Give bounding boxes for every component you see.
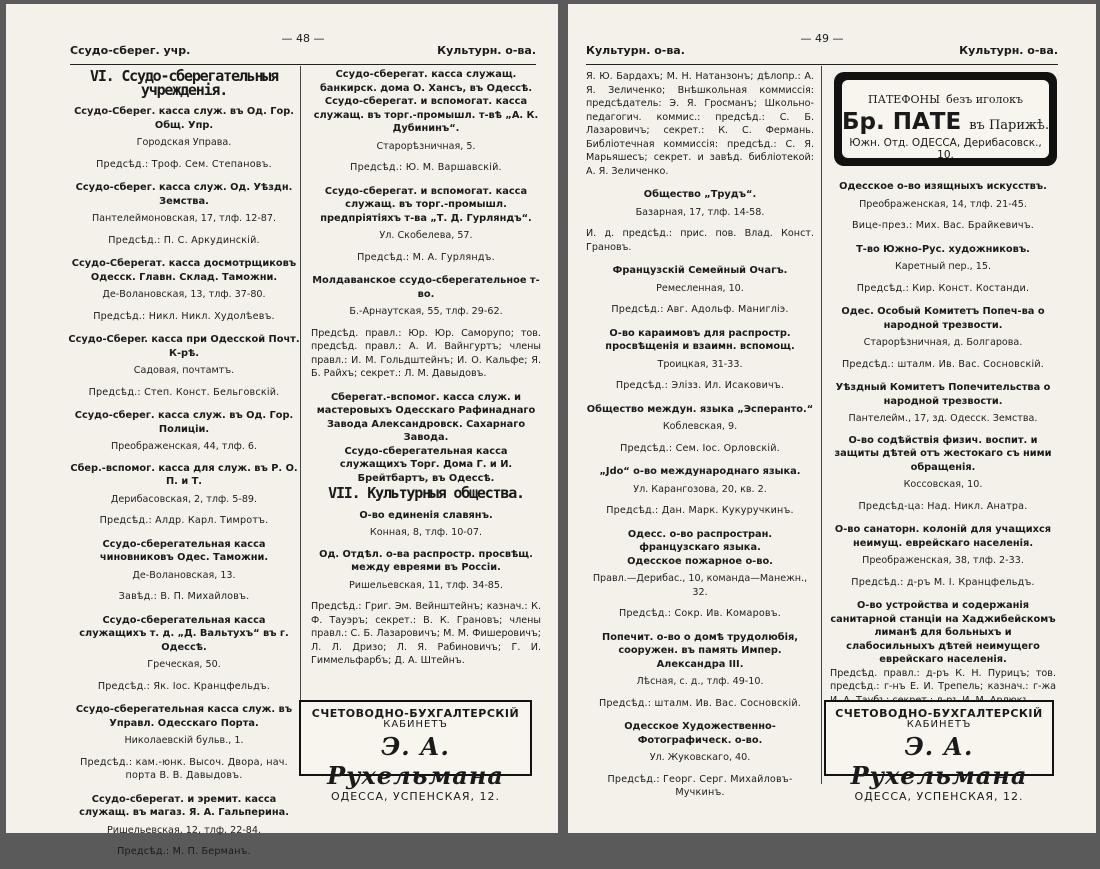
column-divider [821,66,822,784]
entry-officer: Завѣд.: В. П. Михайловъ. [118,591,250,602]
entry-text: Предсѣд. правл.: д-ръ К. Н. Пурицъ; тов. предсѣд.: г-нъ Е. И. Трепель; казнач.: г-жа [830,667,1056,692]
entry-title: О-во устройства и содержанія санитарной станціи на Хаджибейскомъ лиманѣ для больныхъ и слабосильныхъ дѣтей неимущего еврейскаго населенія. [830,600,1056,665]
entry-address: Ремесленная, 10. [656,282,744,294]
entry-address: Б.-Арнаутская, 55, тлф. 29-62. [349,306,503,317]
header-right: Культурн. о-ва. [437,44,536,57]
entry-officer: Предсѣд.: д-ръ М. І. Кранцфельдъ. [851,576,1035,588]
ad-address: ОДЕССА, УСПЕНСКАЯ, 12. [330,790,501,803]
header-rule [586,64,1058,65]
right-column [311,68,541,678]
entry-address: Ришельевская, 12, тлф. 22-84. [106,824,262,836]
entry-title: Ссудо-сберегат. и эремит. касса служащ. въ магаз. Я. А. Гальперина. [79,793,289,818]
entry-title: Ссудо-сберегат. касса служащ. банкирск. дома О. Хансъ, въ Одессѣ. [319,69,533,94]
entry-address: Лѣсная, с. д., тлф. 49-10. [636,676,764,687]
entry-address: Преображенская, 14, тлф. 21-45. [859,198,1027,210]
entry-officer: Предсѣд.: Як. Іос. Кранцфельдъ. [97,680,271,692]
pathe-ad [834,72,1057,166]
entry-title: О-во санаторн. колоній для учащихся неимущ. еврейскаго населенія. [834,524,1052,549]
entry-title: О-во караимовъ для распростр. просвѣщенія и взаимн. вспомощ. [605,327,795,352]
entry-title: Ссудо-сберегательная касса чиновниковъ Одес. Таможни. [99,538,269,563]
entry-officer: Предсѣд.: Дан. Марк. Кукуручкинъ. [606,505,794,516]
entry-title: Од. Отдѣл. о-ва распростр. просвѣщ. между евреями въ Россіи. [319,548,533,573]
entry-officer: Предсѣд.: шталм. Ив. Вас. Сосновскій. [841,358,1045,370]
entry-address: Старорѣзничная, 5. [376,140,476,152]
entry-title: Одесское Художественно-Фотографическ. о-во. [624,721,776,746]
header-rule [70,64,536,65]
entry-address: Каретный пер., 15. [894,261,992,272]
entry-title: Ссудо-сберег. касса служ. въ Од. Гор. Полиціи. [74,410,294,435]
entry-officer: Предсѣд.: Элізз. Ил. Исаковичъ. [615,380,785,391]
entry-officer: Предсѣд.: Никл. Никл. Худолѣевъ. [93,310,275,322]
entry-address: Преображенская, 38, тлф. 2-33. [862,555,1024,566]
page-number: — 48 — [281,32,325,45]
entry-title: Ссудо-сберегательная касса служащихъ Торг. Дома Г. и И. Брейтбартъ, въ Одессѣ. [339,445,513,484]
entry-title: Ссудо-сберегательная касса служащихъ т. д. „Д. Вальтухъ“ въ г. Одессѣ. [79,614,289,653]
section-heading: VI. Ссудо-сберегательныя учрежденія. [90,67,278,99]
page-header [586,32,1058,60]
page-number: — 49 — [800,32,844,45]
entry-address: Де-Волановская, 13. [132,569,236,581]
rukhelman-ad [824,700,1054,803]
entry-officer: Вице-през.: Мих. Вас. Брайкевичъ. [852,220,1034,231]
entry-title: Одесс. о-во распростран. французскаго языка. [627,528,773,553]
page-header [70,32,536,60]
entry-title: Ссудо-Сберег. касса служ. въ Од. Гор. Общ. Упр. [74,106,294,131]
entry-title: Ссудо-Сбереr. касса при Одесской Почт. К-рѣ. [68,334,300,359]
ad-line-2: КАБИНЕТЪ [383,719,448,730]
entry-title: Ссудо-сберегательная касса служ. въ Управл. Одесскаго Порта. [75,704,293,729]
entry-text: Предсѣд.: Григ. Эм. Вейнштейнъ; казнач.: К. Ф. Тауэръ; секрет.: В. К. Грановъ; члены правл.: С. Б. Лазаровичъ; М. М. Фишеровичъ; Л. Л. Дризо; Л. Я. Рабиновичъ; Г. И. Гиммельфарбъ; Д. А. Штейнъ. [311,601,541,666]
entry-officer: Предсѣд.: Георг. Серг. Михайловъ-Мучкинъ. [607,773,793,798]
entry-title: Ссудо-сберег. касса служ. Од. Уѣздн. Земства. [75,182,293,207]
entry-officer: Предсѣд.: Сем. Іос. Орловскій. [620,442,780,454]
header-right: Культурн. о-ва. [959,44,1058,57]
entry-address: Преображенская, 44, тлф. 6. [110,441,258,452]
ad-line-2: КАБИНЕТЪ [906,719,972,730]
entry-officer: Предсѣд.: Степ. Конст. Бельговскій. [88,386,280,398]
entry-address: Городская Управа. [136,137,232,148]
entry-title: О-во единенія славянъ. [359,509,493,521]
section-heading: VII. Культурныя общества. [328,484,524,502]
entry-address: Ул. Карангозова, 20, кв. 2. [633,483,767,495]
entry-address: Троицкая, 31-33. [657,358,743,370]
entry-address: Базарная, 17, тлф. 14-58. [635,206,765,218]
entry-title: „Jdo“ о-во международнаго языка. [599,466,801,477]
entry-text: Я. Ю. Бардахъ; М. Н. Натанзонъ; дѣлопр.: А. Я. Зеличенко; Внѣшкольная коммиссія: предсѣдатель: Э. Я. Гросманъ; Школьно-педагогич. коммис.: предсѣд.: С. Б. Лазаровичъ; секрет.: К. С. Фермань. Библіотечная коммиссія: предсѣд.: С. Я. Марьяшесъ; секрет. и завѣд. библіотекой: А. Я. Зеличенко. [586,71,814,177]
entry-title: Сбер.-вспомог. касса для служ. въ Р. О. П. и Т. [70,462,298,487]
entry-address: Николаевскій бульв., 1. [124,735,244,746]
right-page-49 [568,4,1096,833]
entry-title: Т-во Южно-Рус. художниковъ. [856,243,1030,255]
entry-title: Одес. Особый Комитетъ Попеч-ва о народной трезвости. [841,306,1045,331]
ad-name: Э. А. Рухельмана [327,732,504,790]
entry-address: Де-Волановская, 13, тлф. 37-80. [102,289,266,300]
entry-title: Сберегат.-вспомог. касса служ. и мастеровыхъ Одесскаго Рафинаднаго Завода Александровск. Сахарнаго Завода. [316,391,536,443]
right-column [830,180,1056,717]
entry-address: Греческая, 50. [147,659,221,670]
entry-officer: Предсѣд.: Алдр. Карл. Тимротъ. [99,515,269,526]
entry-title: Ссудо-сберегат. и вспомогат. касса служащ. въ торг.-промышл. предпріятіяхъ т-ва „Т. Д. Гурляндъ“. [320,185,532,224]
entry-title: Общество междун. языка „Эсперанто.“ [586,403,814,415]
pathe-line-2: Бр. ПАТЕ въ Парижѣ. [842,109,1049,135]
left-column [586,70,814,810]
ad-line-1: СЧЕТОВОДНО-БУХГАЛТЕРСКІЙ [835,707,1043,720]
entry-address: Садовая, почтамтъ. [133,365,235,376]
entry-officer: Предсѣд.: Кир. Конст. Костанди. [856,282,1030,294]
entry-title: Одесское пожарное о-во. [627,555,773,567]
entry-title: Ссудо-Сберегат. касса досмотрщиковъ Одесск. Главн. Склад. Таможни. [71,258,297,283]
entry-officer: Предсѣд.: Авг. Адольф. Манигліэ. [611,304,789,315]
entry-address: Пантелейм., 17, зд. Одесск. Земства. [848,413,1038,424]
entry-title: О-во содѣйствія физич. воспит. и защиты дѣтей отъ жестокаго съ ними обращенія. [834,434,1052,473]
entry-address: Ул. Жуковскаго, 40. [649,752,751,763]
pathe-line-1: ПАТЕФОНЫ безъ иголокъ [868,93,1023,106]
entry-officer: Предсѣд.: Ю. М. Варшавскій. [350,162,502,173]
entry-address: Ул. Скобелева, 57. [379,230,473,241]
entry-officer: Предсѣд.: М. П. Берманъ. [117,846,251,857]
entry-text: И. д. предсѣд.: прис. пов. Влад. Конст. Грановъ. [586,228,814,253]
entry-address: Старорѣзничная, д. Болгарова. [863,337,1023,348]
entry-address: Конная, 8, тлф. 10-07. [369,527,483,538]
entry-title: Уѣздный Комитетъ Попечительства о народной трезвости. [835,382,1051,407]
entry-address: Пантелеймоновская, 17, тлф. 12-87. [91,213,277,224]
left-column [68,68,300,869]
entry-address: Ришельевская, 11, тлф. 34-85. [348,579,504,591]
entry-title: Молдаванское ссудо-сберегательное т-во. [312,275,540,300]
entry-officer: Предсѣд.: кам.-юнк. Высоч. Двора, нач. порта В. В. Давыдовъ. [80,756,288,781]
entry-title: Ссудо-сберегат. и вспомогат. касса служащ. въ торг.-промышл. т-вѣ „А. К. Дубининъ“. [313,96,539,134]
header-left: Культурн. о-ва. [586,44,685,57]
entry-title: Одесское о-во изящныхъ искусствъ. [839,181,1047,192]
entry-officer: Предсѣд.: Троф. Сем. Степановъ. [96,158,272,170]
entry-officer: Предсѣд.: шталм. Ив. Вас. Сосновскій. [598,697,802,709]
entry-text: Предсѣд. правл.: Юр. Юр. Саморупо; тов. предсѣд. правл.: А. И. Вайнгуртъ; члены правл.: И. М. Гольдштейнъ; И. О. Кальфе; Я. Б. Райхъ; секрет.: Л. М. Давыдовъ. [311,327,541,379]
ad-address: ОДЕССА, УСПЕНСКАЯ, 12. [854,790,1024,803]
entry-address: Дерибасовская, 2, тлф. 5-89. [110,493,258,505]
entry-officer: Предсѣд.: М. А. Гурляндъ. [357,251,495,263]
entry-officer: Предсѣд-ца: Над. Никл. Анатра. [858,500,1028,512]
left-page-48 [6,4,558,857]
pathe-line-3: Южн. Отд. ОДЕССА, Дерибасовск., 10. [849,137,1042,161]
entry-title: Общество „Трудъ“. [643,189,757,200]
header-left: Ссудо-сберег. учр. [70,44,191,57]
entry-title: Попечит. о-во о домѣ трудолюбія, сооружен. въ память Импер. Александра III. [602,631,798,670]
column-divider [300,66,301,776]
entry-address: Коссовская, 10. [903,479,983,490]
entry-officer: Предсѣд.: П. С. Аркудинскій. [108,234,260,246]
rukhelman-ad [299,700,532,803]
entry-address: Коблевская, 9. [662,421,738,432]
ad-line-1: СЧЕТОВОДНО-БУХГАЛТЕРСКІЙ [311,707,520,720]
ad-name: Э. А. Рухельмана [850,732,1028,790]
entry-officer: Предсѣд.: Сокр. Ив. Комаровъ. [618,608,782,619]
entry-address: Правл.—Дерибас., 10, команда—Манежн., 32. [592,573,808,598]
entry-title: Французскій Семейный Очагъ. [612,265,788,276]
